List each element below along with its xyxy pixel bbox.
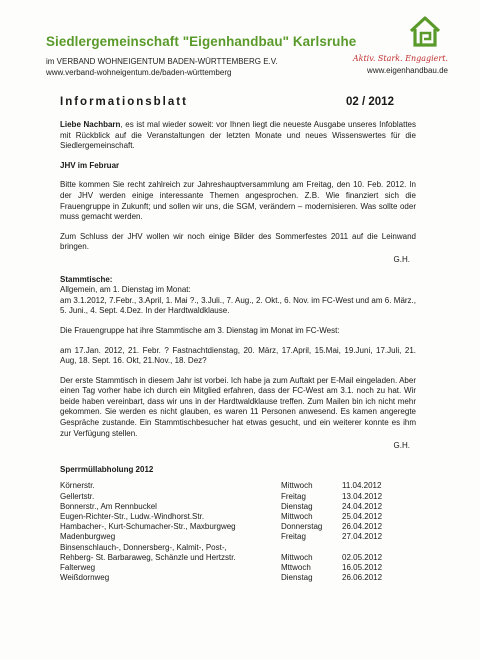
cell-street: Gellertstr.	[60, 491, 95, 501]
intro-paragraph	[60, 120, 416, 152]
stammtisch-line-1: Allgemein, am 1. Dienstag im Monat:	[60, 285, 191, 295]
stammtisch-signature: G.H.	[393, 441, 410, 451]
table-row	[60, 553, 416, 563]
cell-day: Mittwoch	[281, 481, 313, 491]
cell-day	[281, 543, 342, 553]
cell-day: Dienstag	[281, 573, 313, 583]
cell-date: 25.04.2012	[342, 512, 383, 522]
table-row	[60, 492, 416, 502]
slogan: Aktiv. Stark. Engagiert.	[352, 54, 448, 63]
intro-lead: Liebe Nachbarn	[60, 120, 121, 129]
content-body	[60, 120, 416, 583]
table-row	[60, 522, 416, 532]
table-row	[60, 481, 416, 491]
cell-day: Freitag	[281, 491, 306, 501]
cell-date: 26.04.2012	[342, 522, 383, 532]
org-line: im VERBAND WOHNEIGENTUM BADEN-WÜRTTEMBERG E.V.	[46, 57, 278, 66]
table-row	[60, 502, 416, 512]
cell-date: 02.05.2012	[342, 552, 383, 562]
cell-day: Dienstag	[281, 501, 313, 511]
doc-heading: Informationsblatt	[60, 96, 188, 108]
association-title: Siedlergemeinschaft "Eigenhandbau" Karlsruhe	[46, 34, 357, 49]
cell-day: Donnerstag	[281, 522, 323, 532]
issue-number: 02 / 2012	[346, 96, 394, 108]
cell-street: Eugen-Richter-Str., Ludw.-Windhorst.Str.	[60, 512, 205, 522]
stammtisch-line-2: am 3.1.2012, 7.Febr., 3.April, 1. Mai ?., 3.Juli., 7. Aug., 2. Okt., 6. Nov. im FC-West und am 6. März., 5. Juni., 4. Sept. 4.Dez. In der Hardtwaldklause.	[60, 295, 416, 316]
site-url[interactable]: www.eigenhandbau.de	[367, 66, 448, 75]
cell-street: Weißdornweg	[60, 573, 110, 583]
cell-street: Hambacher-, Kurt-Schumacher-Str., Maxburgweg	[60, 522, 236, 532]
cell-street: Binsenschlauch-, Donnersberg-, Kalmit-, Post-,	[60, 542, 227, 552]
table-row	[60, 532, 416, 542]
org-url[interactable]: www.verband-wohneigentum.de/baden-württemberg	[46, 68, 232, 77]
cell-date: 26.06.2012	[342, 573, 383, 583]
cell-day: Mittwoch	[281, 552, 313, 562]
cell-street: Madenburgweg	[60, 532, 116, 542]
cell-date: 13.04.2012	[342, 491, 383, 501]
cell-date: 27.04.2012	[342, 532, 383, 542]
cell-date	[342, 543, 416, 553]
jhv-paragraph-2: Zum Schluss der JHV wollen wir noch einige Bilder des Sommerfestes 2011 auf die Leinwand bringen.	[60, 231, 416, 252]
frauengruppe-dates: am 17.Jan. 2012, 21. Febr. ? Fastnachtdienstag, 20. März, 17.April, 15.Mai, 19.Juni, 17.Juli, 21. Aug, 18. Sept. 16. Okt, 21.Nov., 18. Dez?	[60, 345, 416, 366]
table-row	[60, 573, 416, 583]
cell-street: Rehberg- St. Barbaraweg, Schänzle und Hertzstr.	[60, 552, 236, 562]
cell-date: 16.05.2012	[342, 563, 383, 573]
sperrmuell-heading: Sperrmüllabholung 2012	[60, 464, 154, 474]
sperrmuell-table	[60, 481, 416, 583]
cell-day: Mittwoch	[281, 512, 313, 522]
table-row	[60, 512, 416, 522]
table-row	[60, 543, 416, 553]
intro-text: , es ist mal wieder soweit: vor Ihnen liegt die neueste Ausgabe unseres Infoblattes mit Rückblick auf die Veranstaltungen der letzten Monate und neues Wissenswertes für die Siedlergemeinschaft.	[60, 120, 417, 151]
cell-day: Freitag	[281, 532, 306, 542]
cell-date: 24.04.2012	[342, 501, 383, 511]
org-block	[46, 56, 278, 78]
cell-street: Falterweg	[60, 563, 96, 573]
cell-street: Körnerstr.	[60, 481, 95, 491]
first-stammtisch-paragraph: Der erste Stammtisch in diesem Jahr ist vorbei. Ich habe ja zum Auftakt per E-Mail eingeladen. Aber einen Tag vorher habe ich durch ein Mitglied erfahren, dass der FC-West am 3.1. noch zu hat. Wir beide haben vereinbart, dass wir uns in der Hardtwaldklause treffen. Zum Mailen bin ich nicht mehr gekommen. Sie werden es nicht glauben, es waren 11 Personen anwesend. Es kamen angeregte Gespräche zustande. Ein Stammtischbesucher hat etwas gesucht, und ein weiterer konnte es ihm zur Verfügung stellen.	[60, 375, 416, 438]
cell-day: Mttwoch	[281, 563, 311, 573]
table-row	[60, 563, 416, 573]
frauengruppe-paragraph: Die Frauengruppe hat ihre Stammtische am 3. Dienstag im Monat im FC-West:	[60, 325, 340, 335]
cell-street: Bonnerstr., Am Rennbuckel	[60, 501, 157, 511]
jhv-heading: JHV im Februar	[60, 160, 120, 170]
cell-date: 11.04.2012	[342, 481, 382, 491]
jhv-signature: G.H.	[393, 254, 410, 264]
stammtisch-heading: Stammtische:	[60, 274, 113, 284]
house-logo-icon	[408, 14, 442, 48]
jhv-paragraph-1: Bitte kommen Sie recht zahlreich zur Jahreshauptversammlung am Freitag, den 10. Feb. 2012. In der JHV werden einige interessante Themen angesprochen. Z.B. Wie finanziert sich die Frauengruppe in Zukunft; und sollen wir uns, die SGM, verändern – modernisieren. Was sollte oder muss gemacht werden.	[60, 180, 416, 222]
